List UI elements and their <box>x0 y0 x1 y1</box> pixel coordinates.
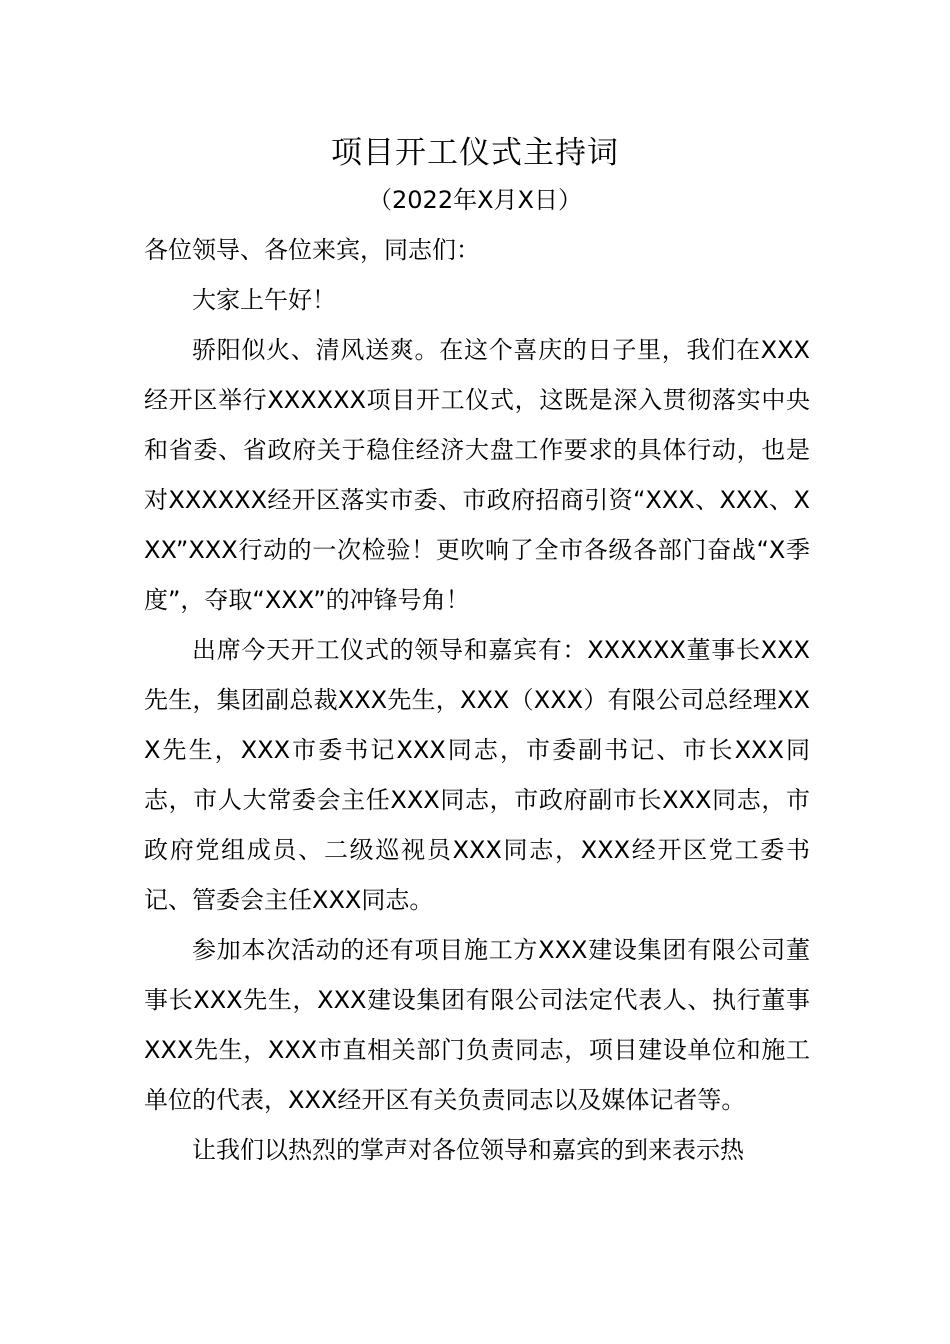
document-title: 项目开工仪式主持词 <box>331 135 619 171</box>
paragraph-applause: 让我们以热烈的掌声对各位领导和嘉宾的到来表示热 <box>192 1136 744 1164</box>
paragraph-greeting: 大家上午好！ <box>192 286 336 314</box>
paragraph-opening: 骄阳似火、清风送爽。在这个喜庆的日子里，我们在XXX经开区举行XXXXXX项目开工仪式，这既是深入贯彻落实中央和省委、省政府关于稳住经济大盘工作要求的具体行动，也是对XXXXXX经开区落实市委、市政府招商引资“XXX、XXX、XXX”XXX行动的一次检验！更吹响了全市各级各部门奋战“X季度”，夺取“XXX”的冲锋号角！ <box>144 336 810 614</box>
document-date: （2022年X月X日） <box>368 186 582 214</box>
salutation: 各位领导、各位来宾，同志们： <box>144 236 480 264</box>
paragraph-attending-leaders: 出席今天开工仪式的领导和嘉宾有：XXXXXX董事长XXX先生，集团副总裁XXX先生，XXX（XXX）有限公司总经理XXX先生，XXX市委书记XXX同志，市委副书记、市长XXX同志，市人大常委会主任XXX同志，市政府副市长XXX同志，市政府党组成员、二级巡视员XXX同志，XXX经开区党工委书记、管委会主任XXX同志。 <box>144 636 810 914</box>
paragraph-other-participants: 参加本次活动的还有项目施工方XXX建设集团有限公司董事长XXX先生，XXX建设集团有限公司法定代表人、执行董事XXX先生，XXX市直相关部门负责同志，项目建设单位和施工单位的代表，XXX经开区有关负责同志以及媒体记者等。 <box>144 936 810 1114</box>
document-body <box>144 225 810 1175</box>
